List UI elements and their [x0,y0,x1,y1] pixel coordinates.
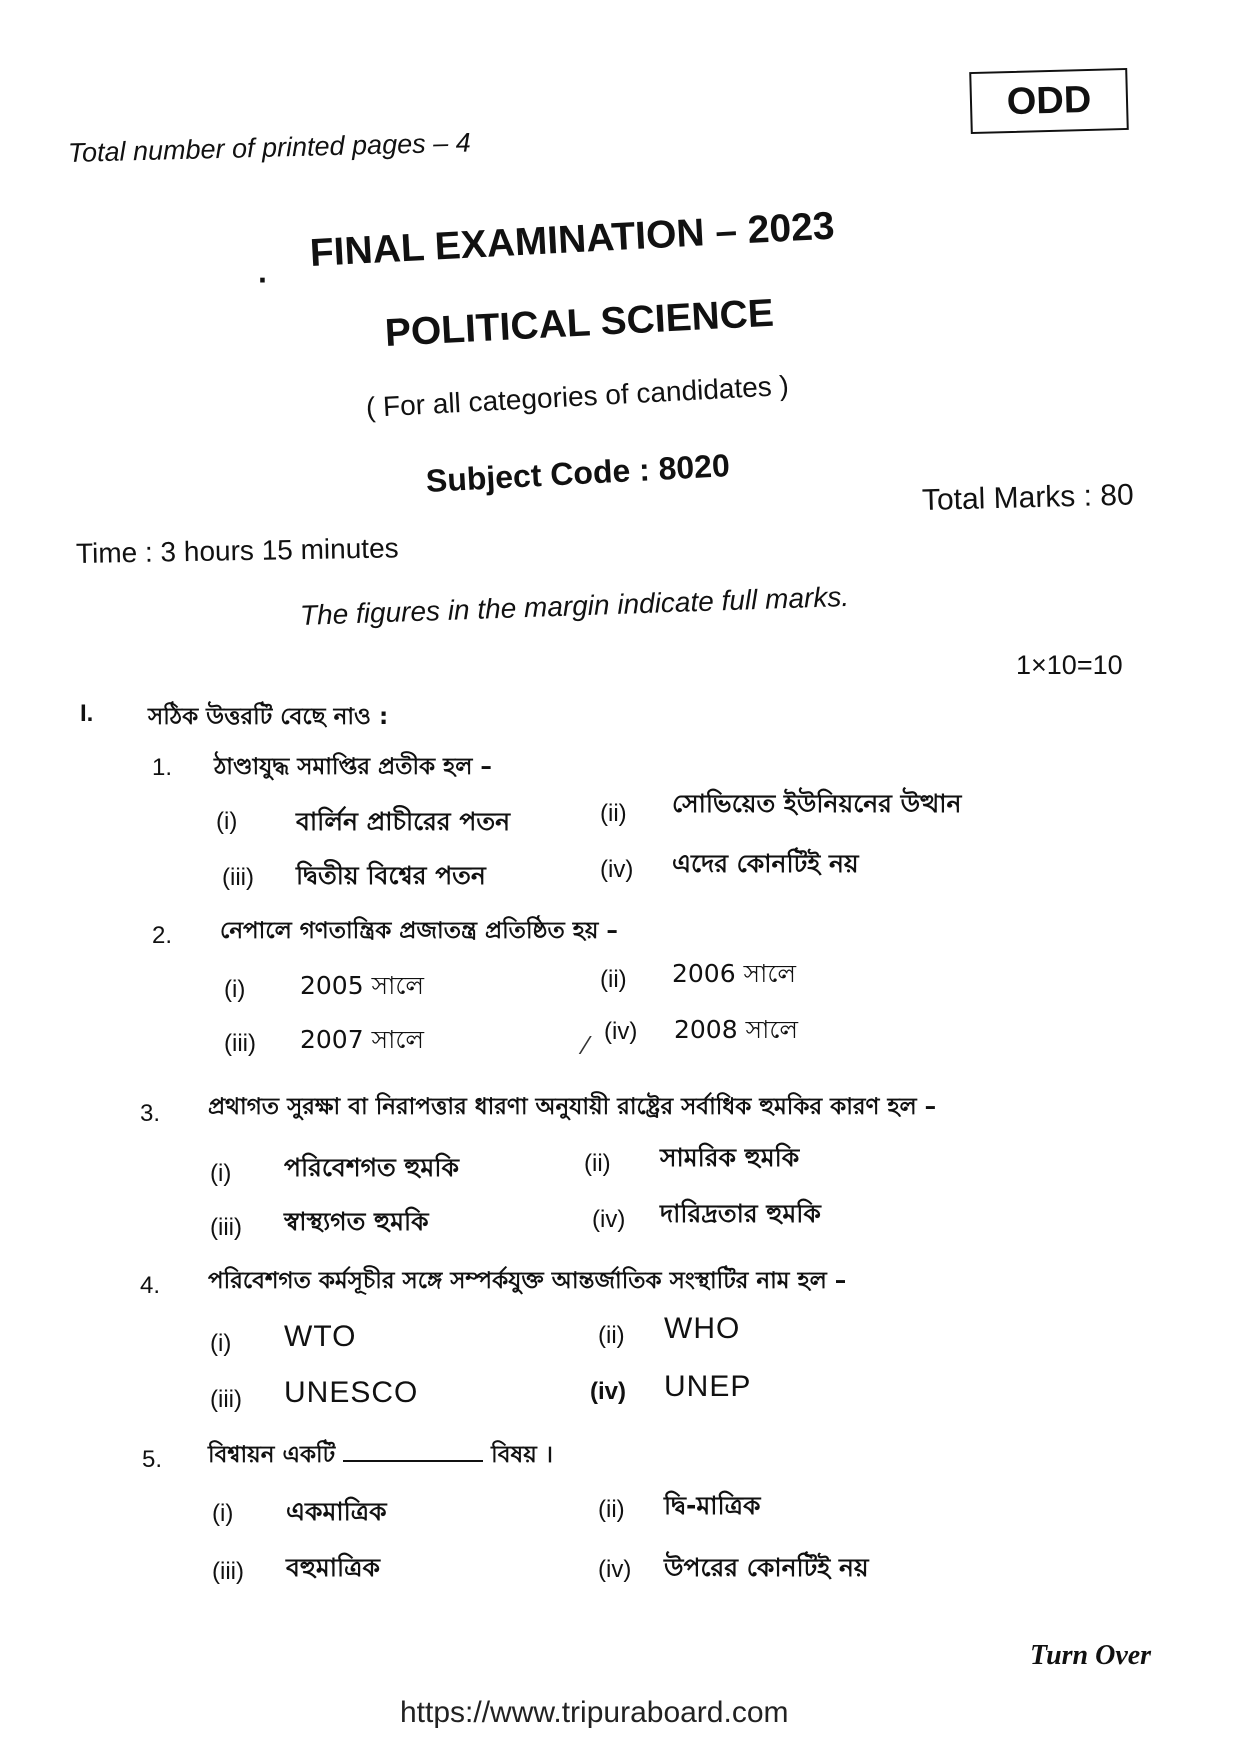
section-instruction: সঠিক উত্তরটি বেছে নাও : [148,704,389,730]
option-label: (ii) [600,966,627,993]
option-label: (ii) [598,1496,625,1523]
option-label: (iii) [210,1386,242,1413]
option-label: (i) [210,1160,232,1187]
option-text: বার্লিন প্রাচীরের পতন [296,807,511,836]
option-text: বহুমাত্রিক [286,1553,381,1582]
option-text: WHO [664,1312,741,1345]
question-number: 2. [152,922,173,949]
question-text [208,1436,553,1475]
question-number: 4. [140,1272,161,1299]
option-text: উপরের কোনটিই নয় [664,1553,869,1582]
option-text: এদের কোনটিই নয় [672,849,859,878]
option-text: দারিদ্রতার হুমকি [660,1199,821,1228]
odd-label-box: ODD [969,68,1129,134]
question-number: 3. [140,1100,161,1127]
option-label: (ii) [584,1150,611,1177]
option-text: একমাত্রিক [286,1497,387,1526]
option-label: (iii) [212,1558,244,1585]
section-marks: 1×10=10 [1016,650,1123,680]
option-text: 2007 সালে [300,1025,425,1054]
question-number: 5. [142,1446,163,1473]
option-text: 2006 সালে [672,959,797,988]
option-text: UNESCO [284,1376,419,1409]
option-label: (iii) [222,864,254,891]
option-label: (i) [210,1330,232,1357]
question-text-before: বিশ্বায়ন একটি [208,1442,336,1468]
option-text: স্বাস্থ্যগত হুমকি [284,1207,429,1236]
printed-pages-note: Total number of printed pages – 4 [67,127,472,168]
option-text: 2008 সালে [674,1015,799,1044]
option-label: (iv) [590,1378,626,1405]
marks-instruction: The figures in the margin indicate full marks. [299,580,850,631]
exam-time: Time : 3 hours 15 minutes [75,532,399,569]
candidate-categories: ( For all categories of candidates ) [365,369,790,423]
title-bullet: · [258,262,269,298]
exam-title: FINAL EXAMINATION – 2023 [308,204,836,275]
section-number: I. [80,700,94,727]
question-number: 1. [152,754,173,781]
question-text: প্রথাগত সুরক্ষা বা নিরাপত্তার ধারণা অনুযায়ী রাষ্ট্রের সর্বাধিক হুমকির কারণ হল – [208,1094,937,1120]
option-text: দ্বিতীয় বিশ্বের পতন [296,861,486,890]
option-text: সামরিক হুমকি [660,1143,800,1172]
option-label: (iv) [598,1556,632,1583]
option-label: (i) [216,808,238,835]
question-text: ঠাণ্ডাযুদ্ধ সমাপ্তির প্রতীক হল – [214,754,492,780]
question-text: পরিবেশগত কর্মসূচীর সঙ্গে সম্পর্কযুক্ত আন্তর্জাতিক সংস্থাটির নাম হল – [208,1268,847,1294]
source-url[interactable]: https://www.tripuraboard.com [400,1696,789,1729]
option-label: (i) [212,1500,234,1527]
option-label: (ii) [598,1322,625,1349]
option-text: 2005 সালে [300,971,425,1000]
option-label: (iii) [210,1214,242,1241]
option-label: (iv) [592,1206,626,1233]
subject-code: Subject Code : 8020 [425,447,731,499]
total-marks: Total Marks : 80 [921,478,1135,517]
fill-blank [343,1460,483,1462]
question-text-after: বিষয় । [491,1442,554,1468]
option-label: (ii) [600,800,627,827]
option-text: UNEP [664,1370,752,1403]
option-label: (iii) [224,1030,256,1057]
option-text: WTO [284,1320,357,1353]
option-text: পরিবেশগত হুমকি [284,1153,459,1182]
option-text: দ্বি-মাত্রিক [664,1491,761,1520]
option-label: (i) [224,976,246,1003]
option-label: (iv) [600,856,634,883]
turn-over-note: Turn Over [1030,1640,1152,1671]
check-mark-icon: ⁄ [584,1030,589,1060]
option-text: সোভিয়েত ইউনিয়নের উত্থান [672,789,962,818]
subject-title: POLITICAL SCIENCE [383,291,775,355]
question-text: নেপালে গণতান্ত্রিক প্রজাতন্ত্র প্রতিষ্ঠিত হয় – [220,918,618,944]
option-label: (iv) [604,1018,638,1045]
